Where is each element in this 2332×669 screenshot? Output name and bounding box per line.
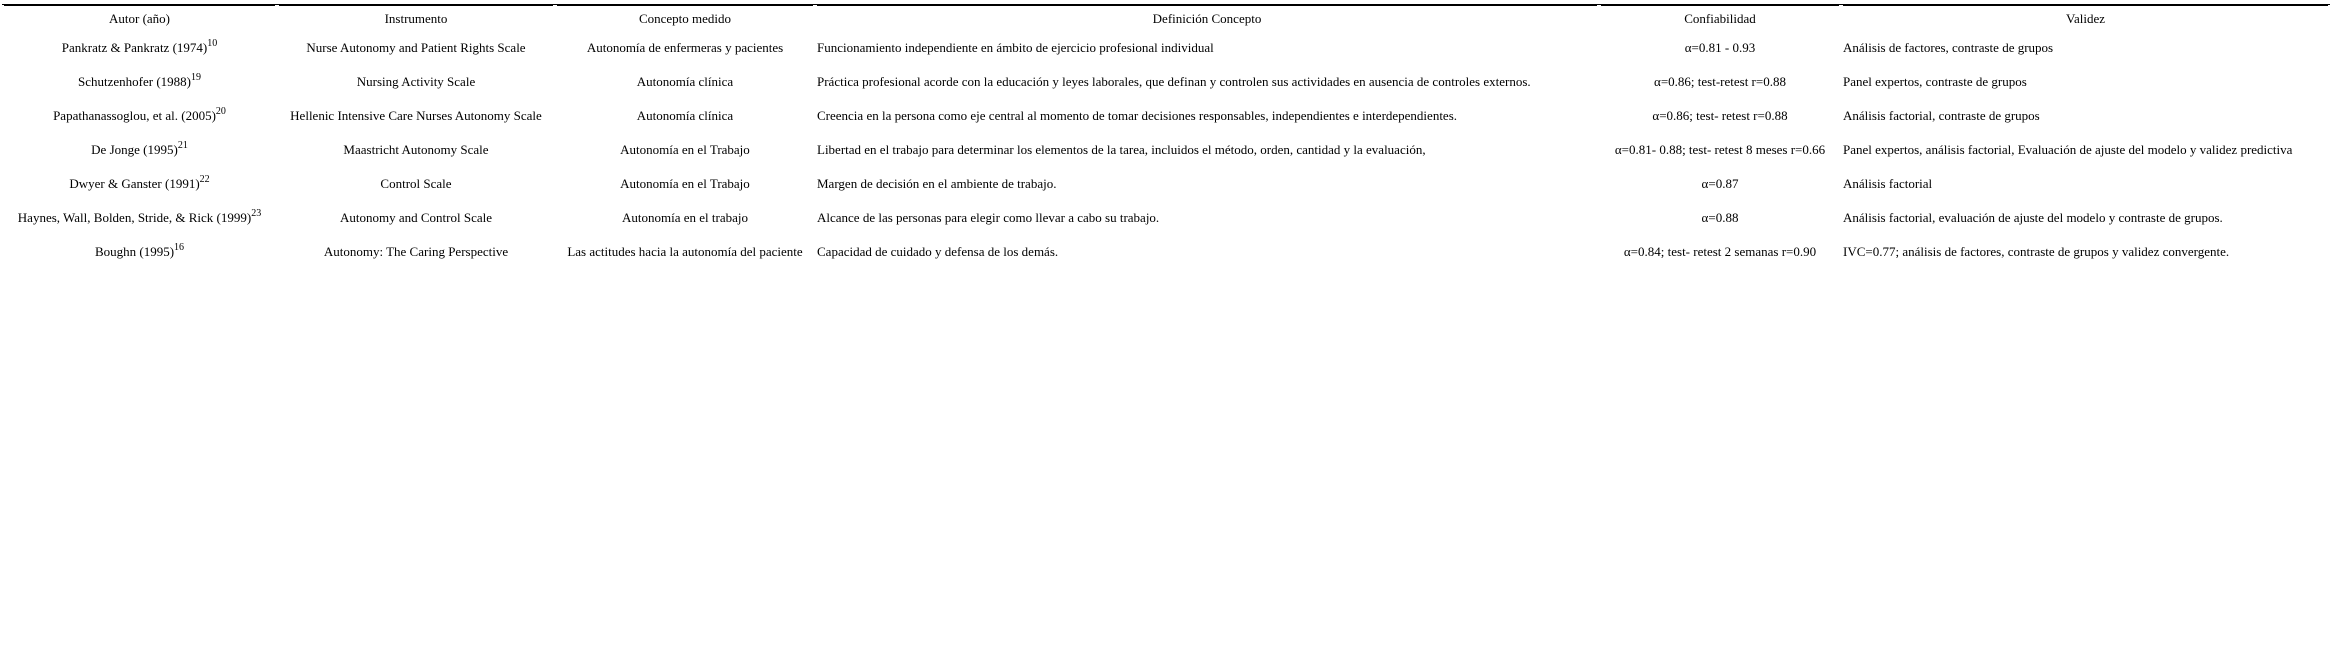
table-row (2, 66, 2330, 100)
reference-number: 23 (251, 207, 262, 219)
reference-number: 16 (174, 241, 185, 253)
table-row (2, 100, 2330, 134)
cell-instrumento: Maastricht Autonomy Scale (343, 142, 489, 157)
cell-autor (2, 66, 277, 100)
table-row (2, 134, 2330, 168)
cell-autor (2, 202, 277, 236)
cell-confiabilidad: α=0.84; test- retest 2 semanas r=0.90 (1623, 244, 1817, 259)
cell-definicion: Práctica profesional acorde con la educación y leyes laborales, que definan y controlen sus actividades en ausencia de controles externos. (817, 74, 1531, 89)
header-validez: Validez (1841, 4, 2330, 32)
cell-confiabilidad: α=0.88 (1701, 210, 1739, 225)
cell-confiabilidad: α=0.87 (1701, 176, 1739, 191)
cell-instrumento: Hellenic Intensive Care Nurses Autonomy Scale (290, 108, 542, 123)
autor-text: Boughn (1995) (94, 244, 175, 259)
cell-confiabilidad: α=0.81- 0.88; test- retest 8 meses r=0.66 (1614, 142, 1826, 157)
cell-instrumento: Autonomy: The Caring Perspective (323, 244, 509, 259)
table-row (2, 168, 2330, 202)
reference-number: 19 (191, 71, 201, 83)
cell-concepto: Autonomía clínica (636, 108, 734, 123)
cell-validez: IVC=0.77; análisis de factores, contraste de grupos y validez convergente. (1843, 244, 2230, 259)
autor-text: Papathanassoglou, et al. (2005) (53, 108, 216, 123)
reference-number: 10 (207, 37, 218, 49)
cell-definicion: Libertad en el trabajo para determinar los elementos de la tarea, incluidos el método, orden, cantidad y la evaluación, (817, 142, 1426, 157)
autonomy-instruments-table (2, 4, 2330, 270)
cell-instrumento: Nurse Autonomy and Patient Rights Scale (306, 40, 526, 55)
cell-definicion: Margen de decisión en el ambiente de trabajo. (817, 176, 1057, 191)
cell-validez: Análisis factorial, evaluación de ajuste del modelo y contraste de grupos. (1843, 210, 2223, 225)
header-concepto: Concepto medido (555, 4, 815, 32)
cell-definicion: Creencia en la persona como eje central al momento de tomar decisiones responsables, independientes e interdependientes. (817, 108, 1458, 123)
cell-concepto: Autonomía clínica (636, 74, 734, 89)
header-autor: Autor (año) (2, 4, 277, 32)
cell-concepto: Autonomía en el Trabajo (620, 176, 750, 191)
cell-validez: Panel expertos, contraste de grupos (1843, 74, 2027, 89)
cell-validez: Análisis de factores, contraste de grupos (1843, 40, 2054, 55)
cell-concepto: Autonomía en el Trabajo (620, 142, 750, 157)
cell-instrumento: Nursing Activity Scale (356, 74, 476, 89)
autor-text: Pankratz & Pankratz (1974) (61, 40, 208, 55)
cell-definicion: Capacidad de cuidado y defensa de los demás. (817, 244, 1059, 259)
cell-autor (2, 168, 277, 202)
table-row (2, 202, 2330, 236)
header-row (2, 4, 2330, 32)
cell-confiabilidad: α=0.81 - 0.93 (1684, 40, 1756, 55)
cell-autor (2, 100, 277, 134)
cell-autor (2, 134, 277, 168)
cell-autor (2, 236, 277, 270)
cell-validez: Análisis factorial, contraste de grupos (1843, 108, 2040, 123)
autor-text: Haynes, Wall, Bolden, Stride, & Rick (1999) (17, 210, 252, 225)
cell-concepto: Autonomía de enfermeras y pacientes (586, 40, 784, 55)
header-definicion: Definición Concepto (815, 4, 1599, 32)
reference-number: 21 (177, 139, 188, 151)
cell-validez: Panel expertos, análisis factorial, Evaluación de ajuste del modelo y validez predictiva (1843, 142, 2293, 157)
cell-confiabilidad: α=0.86; test- retest r=0.88 (1652, 108, 1788, 123)
header-confiabilidad: Confiabilidad (1599, 4, 1841, 32)
reference-number: 20 (215, 105, 226, 117)
table-row (2, 32, 2330, 66)
cell-autor (2, 32, 277, 66)
autor-text: De Jonge (1995) (91, 142, 178, 157)
cell-instrumento: Control Scale (380, 176, 452, 191)
cell-definicion: Funcionamiento independiente en ámbito de ejercicio profesional individual (817, 40, 1214, 55)
cell-definicion: Alcance de las personas para elegir como llevar a cabo su trabajo. (817, 210, 1160, 225)
reference-number: 22 (199, 173, 210, 185)
cell-validez: Análisis factorial (1843, 176, 1933, 191)
cell-concepto: Autonomía en el trabajo (622, 210, 748, 225)
table-body (2, 32, 2330, 270)
autor-text: Dwyer & Ganster (1991) (69, 176, 200, 191)
header-instrumento: Instrumento (277, 4, 555, 32)
cell-confiabilidad: α=0.86; test-retest r=0.88 (1654, 74, 1786, 89)
table-row (2, 236, 2330, 270)
autor-text: Schutzenhofer (1988) (78, 74, 191, 89)
cell-instrumento: Autonomy and Control Scale (339, 210, 492, 225)
table-header (2, 4, 2330, 32)
cell-concepto: Las actitudes hacia la autonomía del paciente (567, 244, 803, 259)
